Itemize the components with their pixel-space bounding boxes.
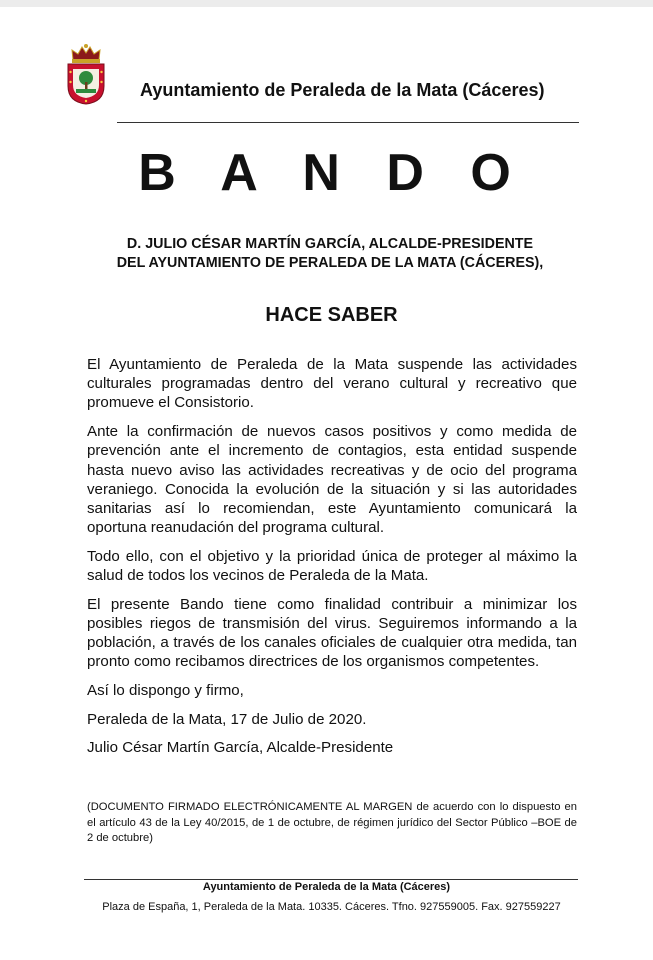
footer-org-name: Ayuntamiento de Peraleda de la Mata (Cáceres) bbox=[202, 881, 451, 893]
document-title: B A N D O bbox=[138, 144, 527, 202]
mayor-line-2: DEL AYUNTAMIENTO DE PERALEDA DE LA MATA (CÁCERES), bbox=[116, 255, 544, 271]
header-org-name: Ayuntamiento de Peraleda de la Mata (Cáceres) bbox=[140, 80, 545, 100]
top-band bbox=[0, 0, 653, 7]
mayor-heading bbox=[80, 235, 580, 273]
place-date: Peraleda de la Mata, 17 de Julio de 2020. bbox=[87, 710, 367, 728]
paragraph: El Ayuntamiento de Peraleda de la Mata suspende las actividades culturales programadas dentro del verano cultural y recreativo que promueve el Consistorio. bbox=[87, 356, 577, 412]
mayor-line-1: D. JULIO CÉSAR MARTÍN GARCÍA, ALCALDE-PRESIDENTE bbox=[126, 236, 534, 252]
subtitle: HACE SABER bbox=[265, 304, 398, 326]
footer-address: Plaza de España, 1, Peraleda de la Mata. 10335. Cáceres. Tfno. 927559005. Fax. 927559227 bbox=[102, 901, 561, 913]
paragraph: Ante la confirmación de nuevos casos positivos y como medida de prevención ante el incremento de contagios, esta entidad suspende hasta nuevo aviso las actividades recreativas y de ocio del programa veraniego. Conocida la evolución de la situación y si las autoridades sanitarias así lo recomiendan, este Ayuntamiento comunicará la oportuna reanudación del programa cultural. bbox=[87, 423, 577, 537]
closing-line: Así lo dispongo y firmo, bbox=[87, 682, 244, 700]
footer-divider bbox=[84, 879, 578, 880]
header-divider bbox=[117, 122, 579, 123]
electronic-signature-note: (DOCUMENTO FIRMADO ELECTRÓNICAMENTE AL MARGEN de acuerdo con lo dispuesto en el artículo 43 de la Ley 40/2015, de 1 de octubre, de régimen jurídico del Sector Público –BOE de 2 de octubre) bbox=[87, 801, 577, 844]
signature-line: Julio César Martín García, Alcalde-Presidente bbox=[87, 739, 394, 757]
paragraph: Todo ello, con el objetivo y la prioridad única de proteger al máximo la salud de todos los vecinos de Peraleda de la Mata. bbox=[87, 547, 577, 585]
paragraph: El presente Bando tiene como finalidad contribuir a minimizar los posibles riegos de transmisión del virus. Seguiremos informando a la población, a través de los canales oficiales de cualquier otra medida, tan pronto como recibamos directrices de los organismos competentes. bbox=[87, 595, 577, 671]
document-body bbox=[87, 355, 577, 767]
coat-of-arms-icon bbox=[64, 42, 108, 106]
